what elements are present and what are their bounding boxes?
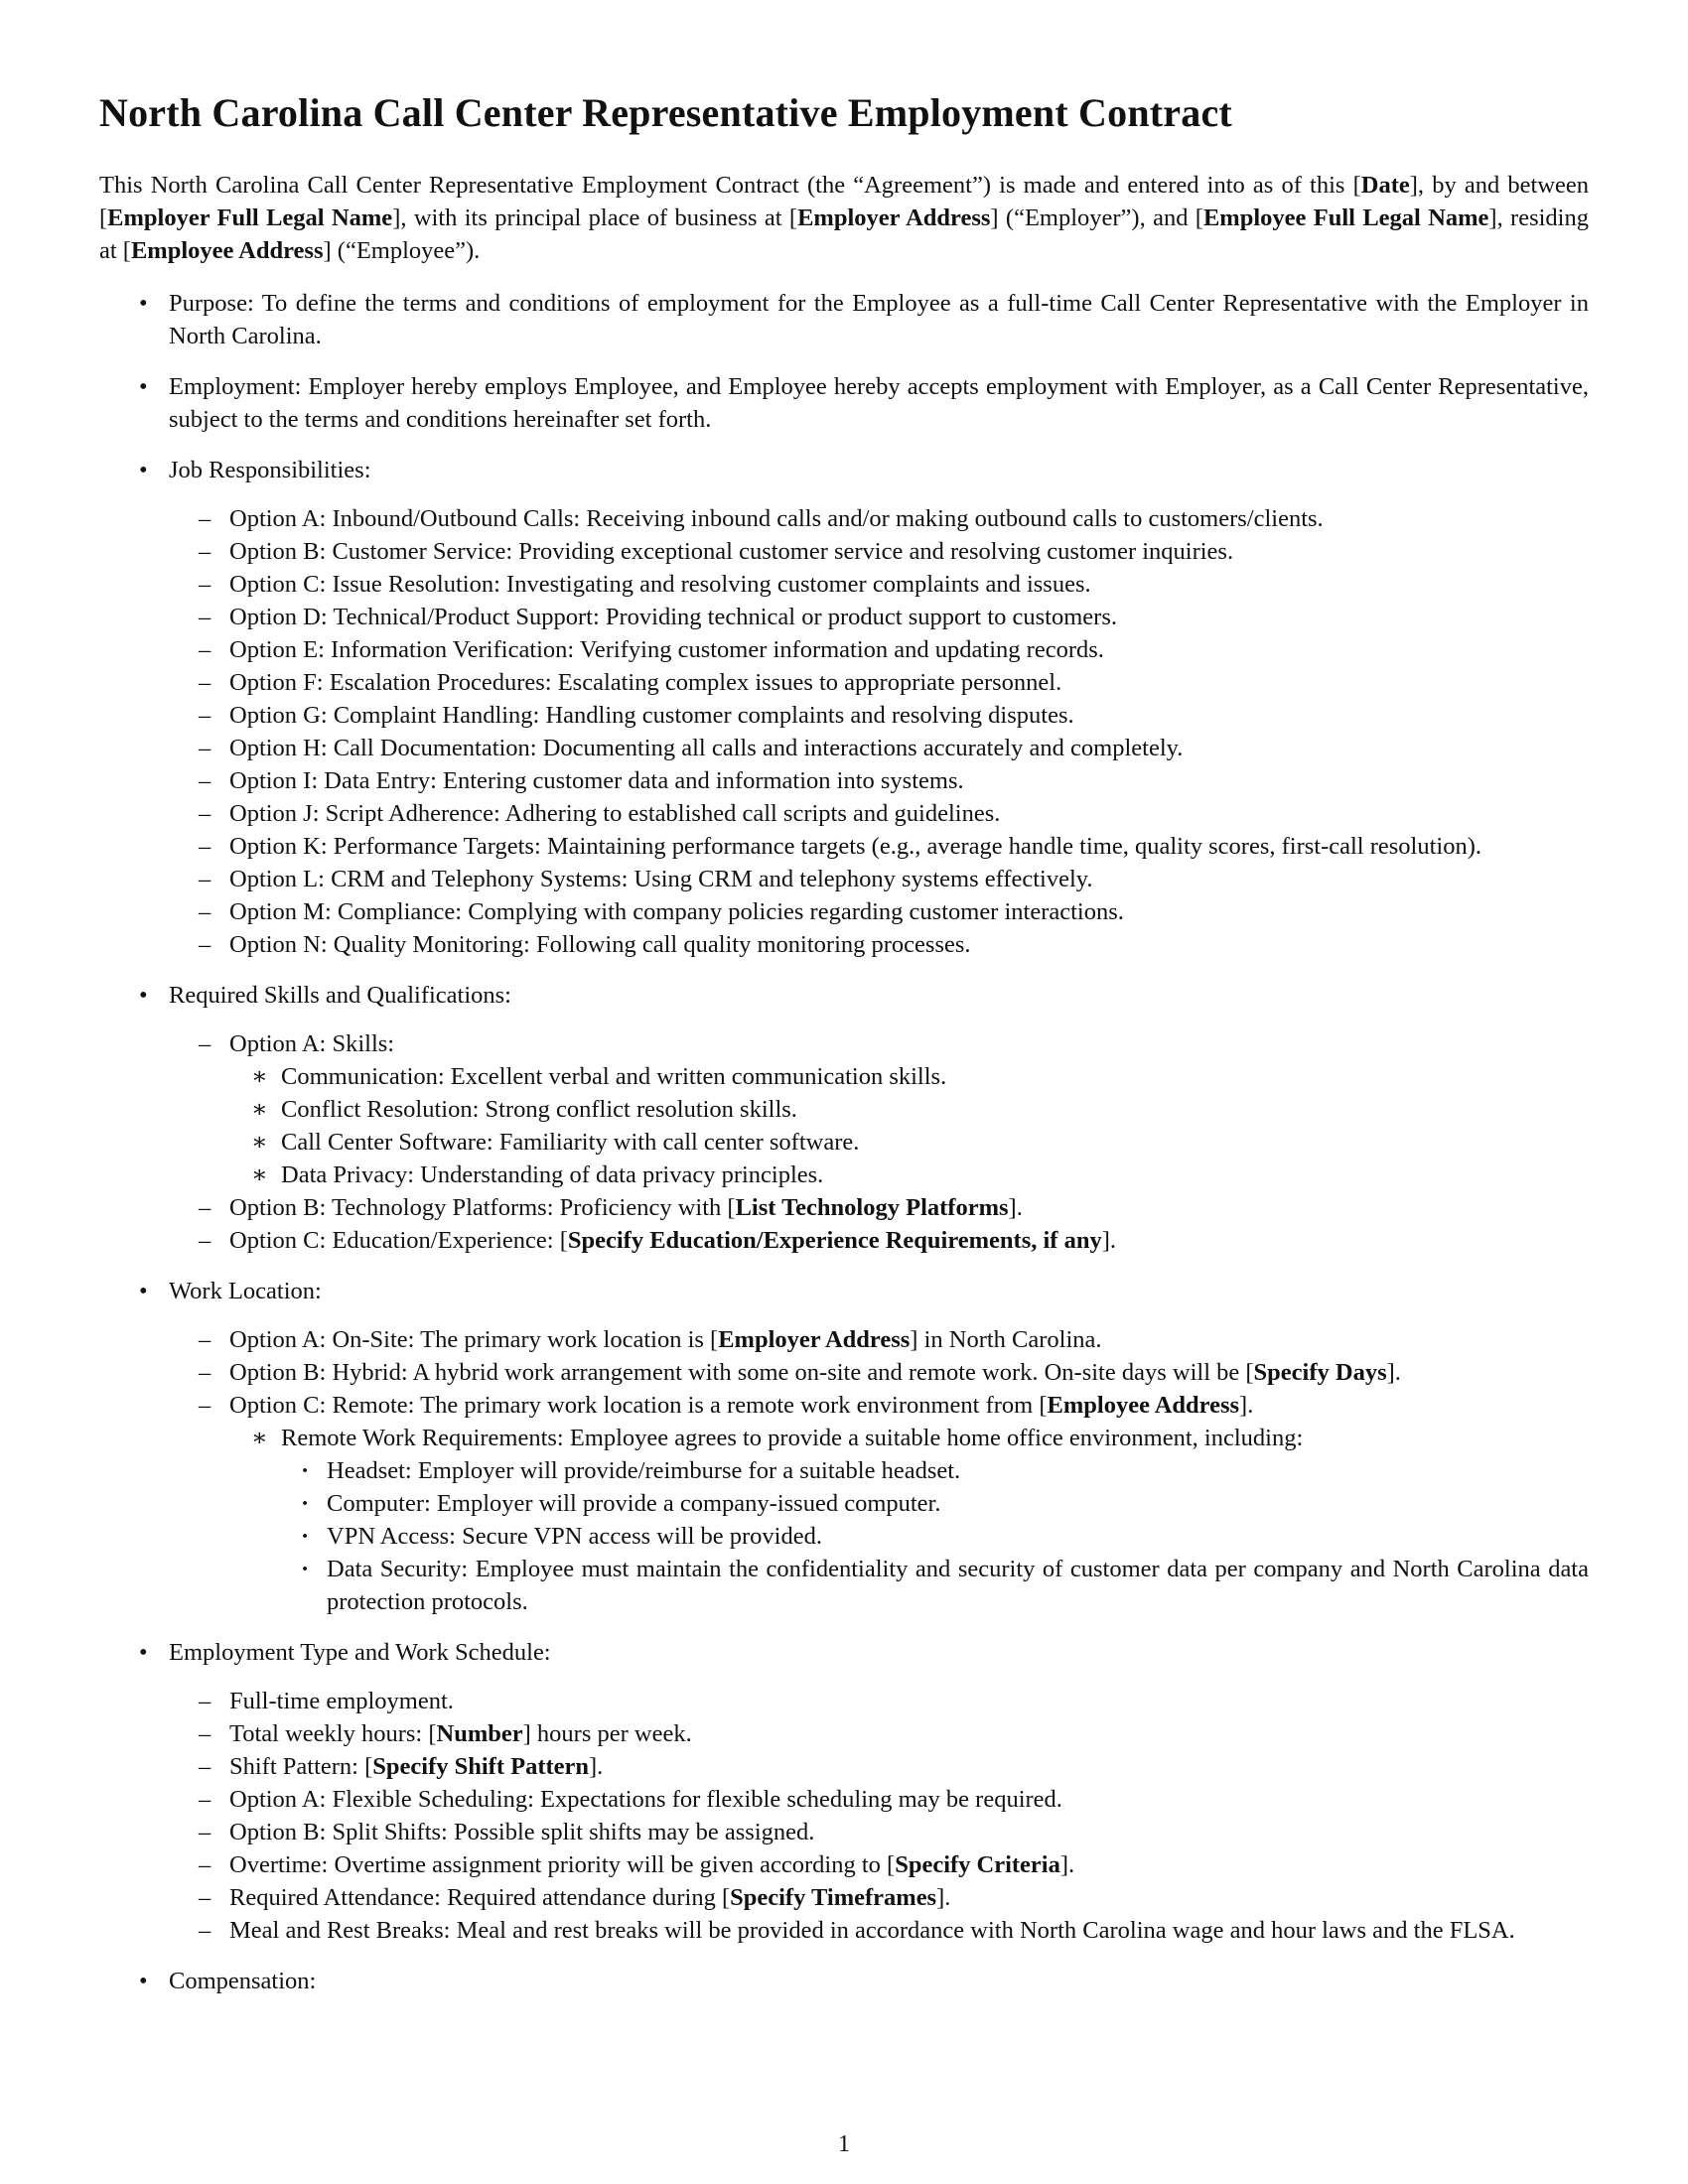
purpose-section: • Purpose: To define the terms and conditions of employment for the Employee as a full-time Call Center Representative with the Employer in North Carolina. [99, 287, 1589, 352]
list-item: – Option L: CRM and Telephony Systems: Using CRM and telephony systems effectively. [169, 863, 1589, 895]
list-item: – Meal and Rest Breaks: Meal and rest breaks will be provided in accordance with North Carolina wage and hour laws and the FLSA. [169, 1914, 1589, 1947]
employer-name-placeholder: Employer Full Legal Name [107, 205, 393, 231]
date-placeholder: Date [1360, 172, 1410, 199]
employee-name-placeholder: Employee Full Legal Name [1202, 205, 1489, 231]
employer-address-placeholder: Employer Address [797, 205, 991, 231]
document-title: North Carolina Call Center Representative Employment Contract [99, 90, 1232, 135]
item-text: Overtime: Overtime assignment priority will be given according to [ [229, 1851, 896, 1878]
timeframes-placeholder: Specify Timeframes [730, 1884, 937, 1911]
intro-text: ], with its principal place of business at [ [392, 205, 798, 231]
list-item: – Option E: Information Verification: Verifying customer information and updating records. [169, 633, 1589, 666]
list-item: – Option A: Inbound/Outbound Calls: Receiving inbound calls and/or making outbound calls to customers/clients. [169, 502, 1589, 535]
list-item: · Data Security: Employee must maintain the confidentiality and security of customer data per company and North Carolina data protection protocols. [281, 1553, 1589, 1618]
item-text: Option B: Hybrid: A hybrid work arrangement with some on-site and remote work. On-site days will be [ [229, 1359, 1254, 1386]
section-heading: Work Location: [169, 1278, 322, 1304]
list-item [169, 1848, 1589, 1881]
specify-days-placeholder: Specify Days [1253, 1359, 1387, 1386]
hours-placeholder: Number [436, 1720, 523, 1747]
list-item [169, 1389, 1589, 1618]
contract-sections [99, 287, 1589, 1997]
item-text: Shift Pattern: [ [229, 1753, 373, 1780]
list-item: ∗ Data Privacy: Understanding of data privacy principles. [229, 1159, 1589, 1191]
item-text: Option C: Education/Experience: [ [229, 1227, 568, 1254]
list-item [169, 1224, 1589, 1257]
list-item: ∗ Call Center Software: Familiarity with call center software. [229, 1126, 1589, 1159]
list-item [169, 1750, 1589, 1783]
employment-section: • Employment: Employer hereby employs Employee, and Employee hereby accepts employment with Employer, as a Call Center Representative, subject to the terms and conditions hereinafter set forth. [99, 370, 1589, 436]
item-text: ]. [1101, 1227, 1117, 1254]
section-heading: Required Skills and Qualifications: [169, 982, 511, 1009]
work-location-section [99, 1275, 1589, 1618]
list-item: ∗ Communication: Excellent verbal and written communication skills. [229, 1060, 1589, 1093]
item-text: Option C: Remote: The primary work location is a remote work environment from [ [229, 1392, 1048, 1419]
list-item [169, 1323, 1589, 1356]
item-text: Total weekly hours: [ [229, 1720, 437, 1747]
document-page [99, 91, 1589, 2015]
tech-platforms-placeholder: List Technology Platforms [735, 1194, 1009, 1221]
list-item [169, 1356, 1589, 1389]
list-item: – Option J: Script Adherence: Adhering to established call scripts and guidelines. [169, 797, 1589, 830]
list-item: · Headset: Employer will provide/reimburse for a suitable headset. [281, 1454, 1589, 1487]
item-text: Required Attendance: Required attendance during [ [229, 1884, 731, 1911]
list-item: · VPN Access: Secure VPN access will be provided. [281, 1520, 1589, 1553]
list-item: – Full-time employment. [169, 1685, 1589, 1717]
list-item: ∗ Conflict Resolution: Strong conflict resolution skills. [229, 1093, 1589, 1126]
list-item: – Option I: Data Entry: Entering customer data and information into systems. [169, 764, 1589, 797]
compensation-section: • Compensation: [99, 1965, 1589, 1997]
list-item: – Option C: Issue Resolution: Investigating and resolving customer complaints and issues. [169, 568, 1589, 601]
list-item: – Option H: Call Documentation: Documenting all calls and interactions accurately and completely. [169, 732, 1589, 764]
section-heading: Job Responsibilities: [169, 457, 371, 483]
list-item: – Option A: Flexible Scheduling: Expectations for flexible scheduling may be required. [169, 1783, 1589, 1816]
remote-requirements-text: Remote Work Requirements: Employee agrees to provide a suitable home office environment, including: [281, 1425, 1304, 1451]
intro-text: ] (“Employer”), and [ [990, 205, 1203, 231]
remote-sublist [229, 1422, 1589, 1618]
skills-options-list [169, 1027, 1589, 1257]
intro-text: ] (“Employee”). [323, 237, 481, 264]
list-item: – Option G: Complaint Handling: Handling customer complaints and resolving disputes. [169, 699, 1589, 732]
intro-text: This North Carolina Call Center Representative Employment Contract (the “Agreement”) is made and entered into as of this [ [99, 172, 1361, 199]
page-number: 1 [837, 2130, 851, 2157]
list-item: · Computer: Employer will provide a company-issued computer. [281, 1487, 1589, 1520]
list-item: – Option N: Quality Monitoring: Following call quality monitoring processes. [169, 928, 1589, 961]
item-text: ]. [1059, 1851, 1075, 1878]
schedule-list [169, 1685, 1589, 1947]
list-item: – Option D: Technical/Product Support: Providing technical or product support to customers. [169, 601, 1589, 633]
item-text: ]. [589, 1753, 604, 1780]
list-item [169, 1191, 1589, 1224]
intro-paragraph [99, 169, 1589, 267]
shift-pattern-placeholder: Specify Shift Pattern [372, 1753, 590, 1780]
skills-option-a-label: Option A: Skills: [229, 1030, 395, 1057]
item-text: ]. [1239, 1392, 1254, 1419]
intro-text: ], residing at [ [99, 205, 1589, 264]
list-item [169, 1027, 1589, 1191]
item-text: ] in North Carolina. [910, 1326, 1102, 1353]
list-item: – Option K: Performance Targets: Maintaining performance targets (e.g., average handle time, quality scores, first-call resolution). [169, 830, 1589, 863]
intro-text: ], by and between [ [99, 172, 1590, 231]
list-item [229, 1422, 1589, 1618]
list-item: – Option F: Escalation Procedures: Escalating complex issues to appropriate personnel. [169, 666, 1589, 699]
item-text: ]. [936, 1884, 951, 1911]
list-item: – Option B: Customer Service: Providing exceptional customer service and resolving customer inquiries. [169, 535, 1589, 568]
skills-sublist [229, 1060, 1589, 1191]
remote-requirements-list [281, 1454, 1589, 1618]
item-text: Option B: Technology Platforms: Proficiency with [ [229, 1194, 736, 1221]
criteria-placeholder: Specify Criteria [895, 1851, 1060, 1878]
education-placeholder: Specify Education/Experience Requirements, if any [567, 1227, 1102, 1254]
employee-address-placeholder: Employee Address [1047, 1392, 1240, 1419]
job-responsibilities-section [99, 454, 1589, 961]
schedule-section [99, 1636, 1589, 1947]
list-item: – Option B: Split Shifts: Possible split shifts may be assigned. [169, 1816, 1589, 1848]
employee-address-placeholder: Employee Address [130, 237, 324, 264]
item-text: ]. [1008, 1194, 1023, 1221]
item-text: ]. [1386, 1359, 1401, 1386]
job-options-list [169, 502, 1589, 961]
skills-section [99, 979, 1589, 1257]
employer-address-placeholder: Employer Address [718, 1326, 911, 1353]
list-item: – Option M: Compliance: Complying with company policies regarding customer interactions. [169, 895, 1589, 928]
item-text: Option A: On-Site: The primary work location is [ [229, 1326, 719, 1353]
location-options-list [169, 1323, 1589, 1618]
list-item [169, 1881, 1589, 1914]
item-text: ] hours per week. [522, 1720, 692, 1747]
list-item [169, 1717, 1589, 1750]
section-heading: Employment Type and Work Schedule: [169, 1639, 551, 1666]
